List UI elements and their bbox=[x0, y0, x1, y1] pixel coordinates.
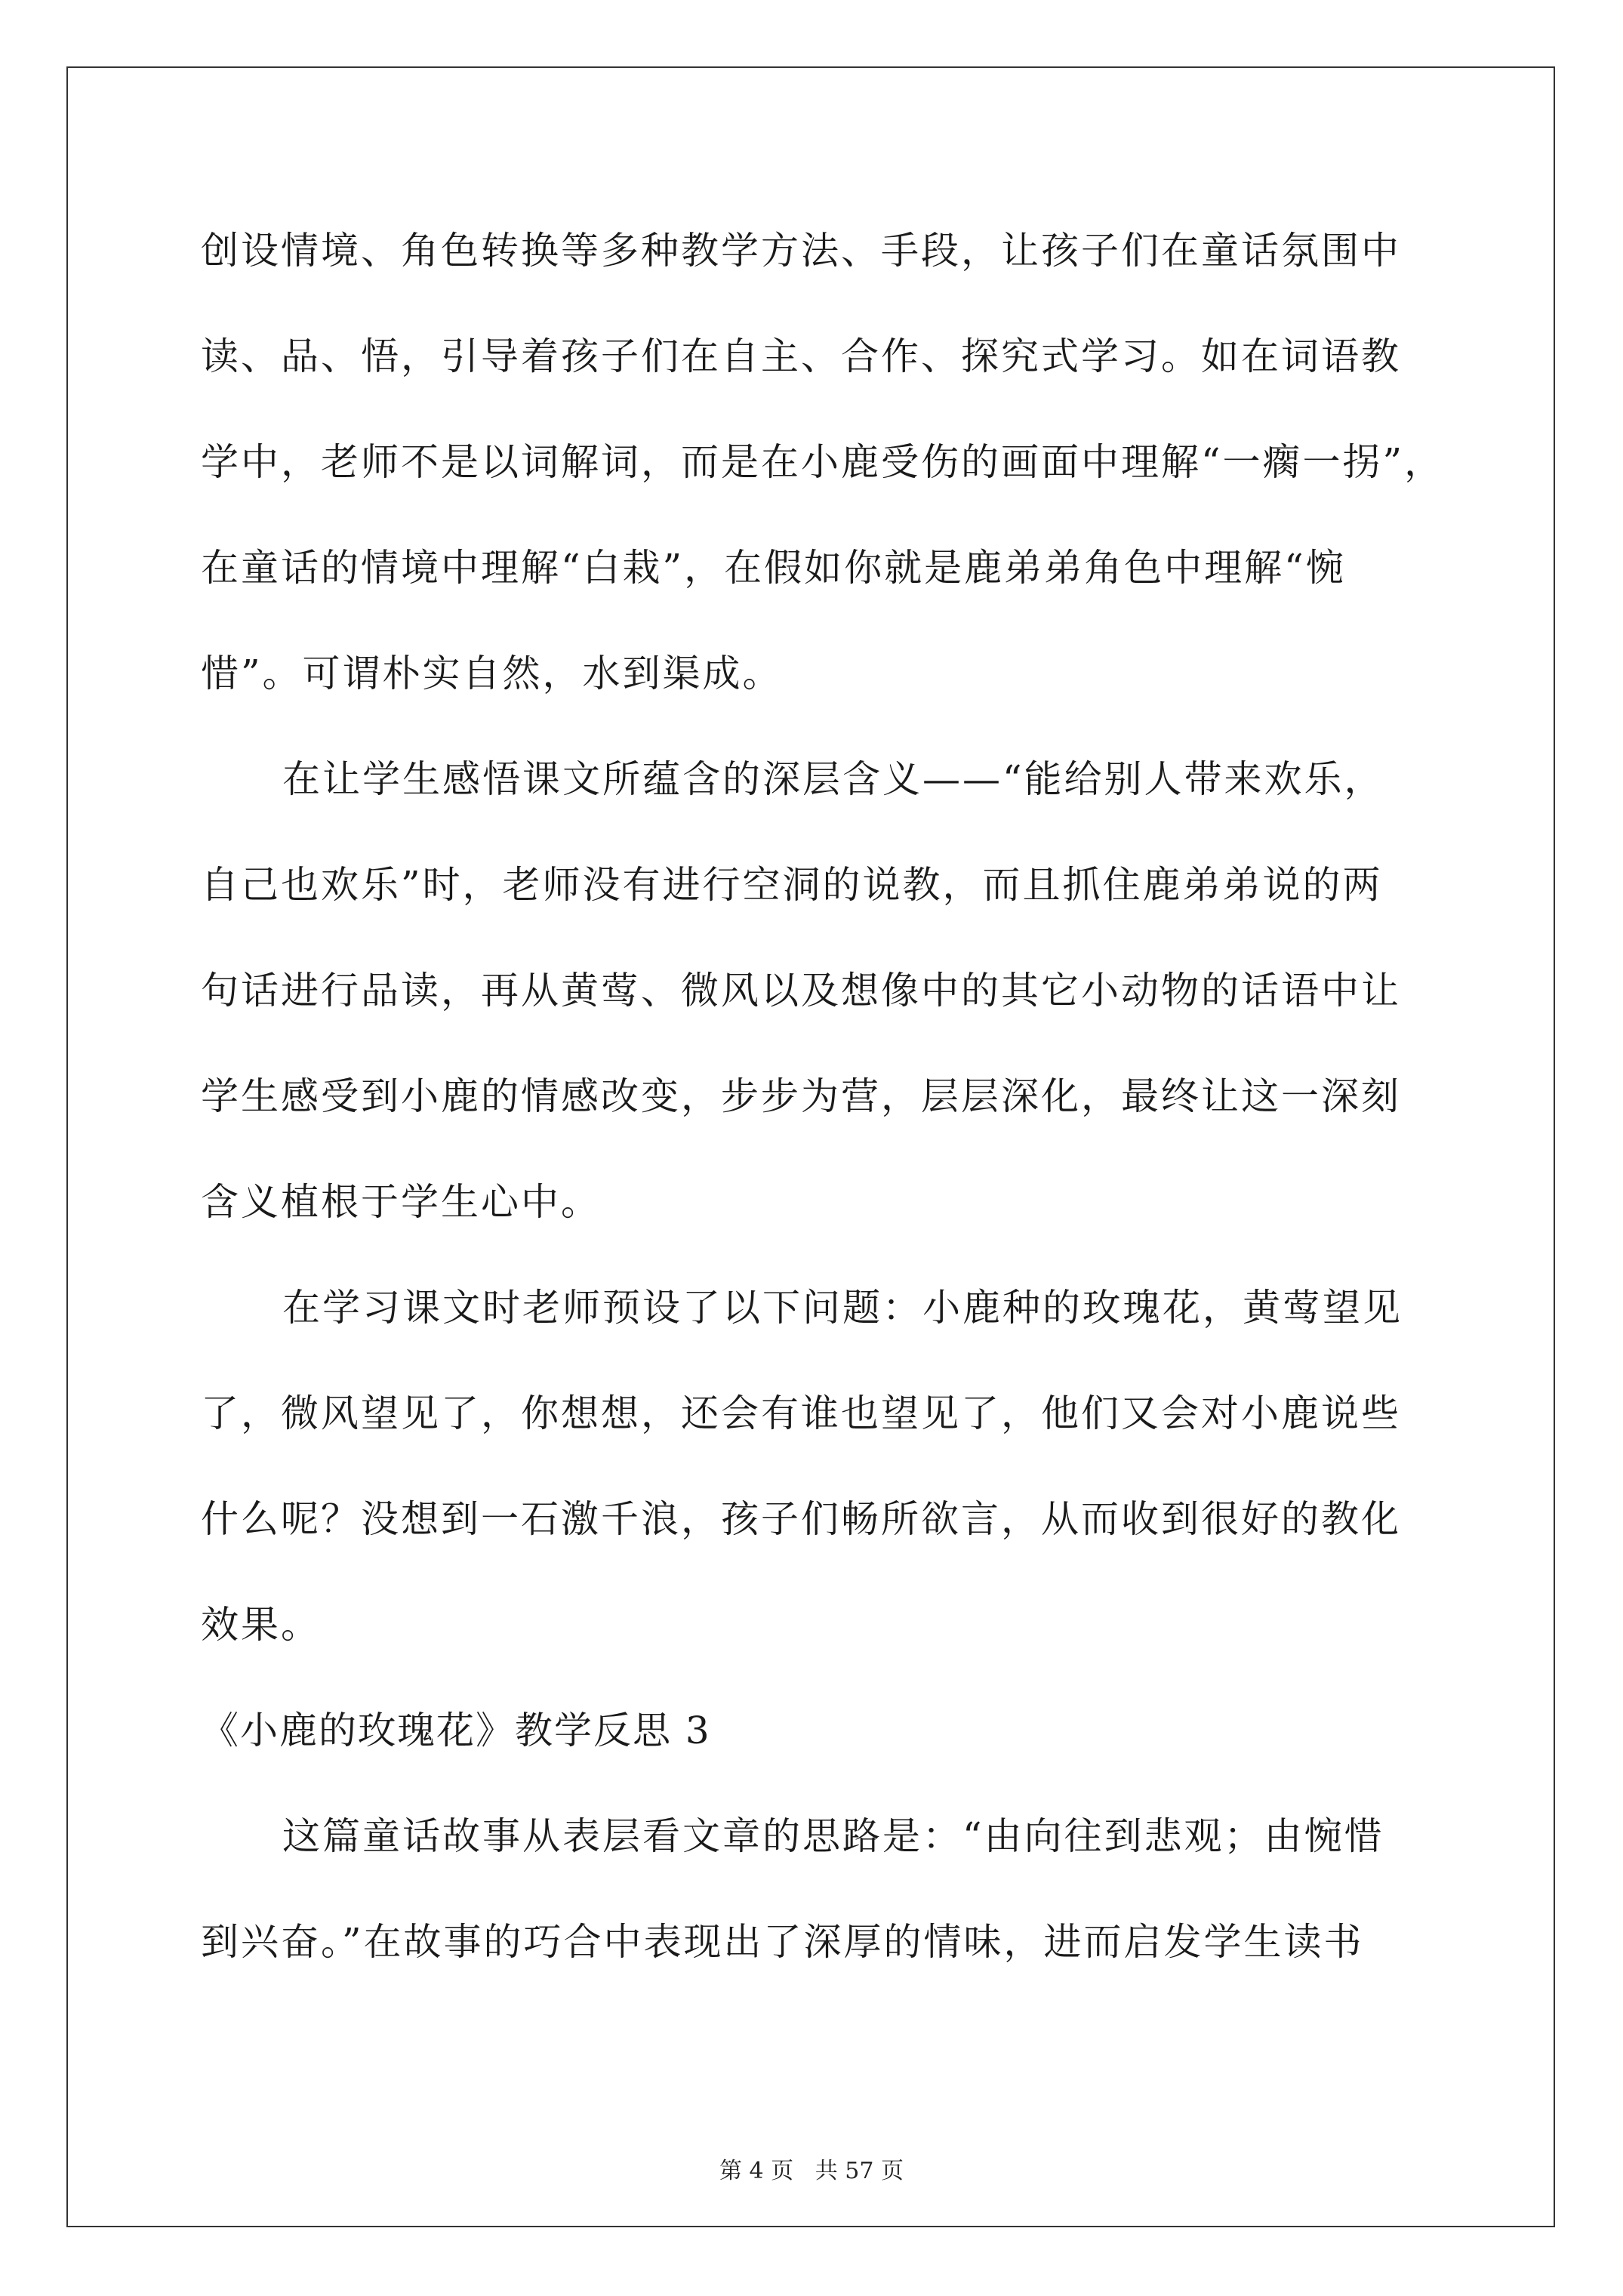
text-line: 学中，老师不是以词解词，而是在小鹿受伤的画面中理解“一瘸一拐”， bbox=[201, 440, 1445, 484]
text-line: 句话进行品读，再从黄莺、微风以及想像中的其它小动物的话语中让 bbox=[201, 969, 1401, 1012]
text-line: 含义植根于学生心中。 bbox=[201, 1180, 601, 1224]
text-line: 效果。 bbox=[201, 1603, 321, 1647]
text-line: 读、品、悟，引导着孩子们在自主、合作、探究式学习。如在词语教 bbox=[201, 334, 1401, 378]
text-line: 惜”。可谓朴实自然，水到渠成。 bbox=[201, 652, 783, 695]
text-line: 在童话的情境中理解“白栽”，在假如你就是鹿弟弟角色中理解“惋 bbox=[201, 546, 1346, 590]
text-line: 到兴奋。”在故事的巧合中表现出了深厚的情味，进而启发学生读书 bbox=[201, 1920, 1364, 1964]
document-body bbox=[201, 213, 1445, 2010]
page-number-footer: 第 4 页 共 57 页 bbox=[719, 2158, 904, 2184]
text-line: 学生感受到小鹿的情感改变，步步为营，层层深化，最终让这一深刻 bbox=[201, 1074, 1401, 1118]
text-line: 自己也欢乐”时，老师没有进行空洞的说教，而且抓住鹿弟弟说的两 bbox=[201, 863, 1383, 907]
paragraph-start-line: 这篇童话故事从表层看文章的思路是：“由向往到悲观；由惋惜 bbox=[282, 1814, 1384, 1858]
text-line: 创设情境、角色转换等多种教学方法、手段，让孩子们在童话氛围中 bbox=[201, 229, 1401, 273]
paragraph-start-line: 在让学生感悟课文所蕴含的深层含义——“能给别人带来欢乐， bbox=[282, 757, 1384, 801]
text-line: 什么呢？没想到一石激千浪，孩子们畅所欲言，从而收到很好的教化 bbox=[201, 1497, 1401, 1541]
section-heading: 《小鹿的玫瑰花》教学反思 3 bbox=[201, 1709, 711, 1752]
paragraph-start-line: 在学习课文时老师预设了以下问题：小鹿种的玫瑰花，黄莺望见 bbox=[282, 1286, 1403, 1330]
text-line: 了，微风望见了，你想想，还会有谁也望见了，他们又会对小鹿说些 bbox=[201, 1391, 1401, 1435]
